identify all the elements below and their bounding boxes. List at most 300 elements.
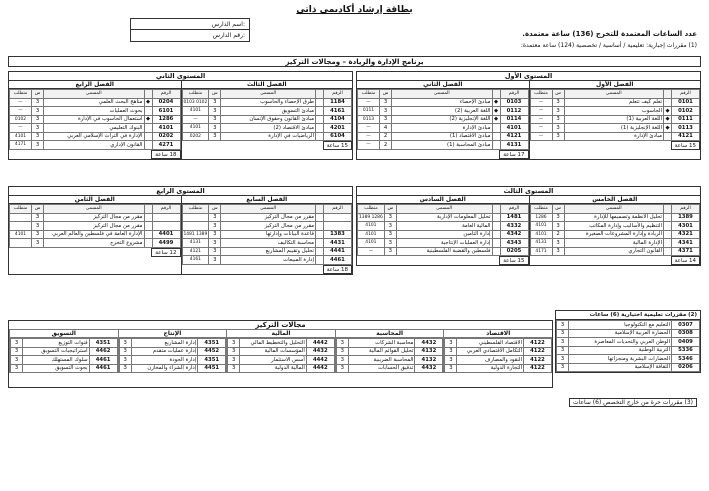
field-row [119,356,226,365]
course-name: مبادئ الاقتصاد (1) [392,132,493,141]
course-code: 0205 [500,247,528,256]
course-prereq: 4101 [182,124,209,133]
course-mark: ◆ [493,99,499,106]
course-table [530,204,701,256]
field-course-hours: 3 [228,339,240,348]
field-group [335,329,444,373]
course-code: 4431 [324,239,352,248]
course-prereq: — [358,247,385,256]
field-course-name: تدقيق الحسابات [348,364,415,373]
field-course-code: 4452 [198,347,226,356]
course-code: 1383 [324,230,352,239]
course-hours: 3 [209,213,221,222]
course-code: 0103 [500,98,528,107]
field-course-hours: 3 [228,364,240,373]
course-row [10,107,181,116]
semester-total: 14 ساعة [671,256,700,265]
course-hours: 2 [380,132,392,141]
semester-total: 15 ساعة [671,141,700,150]
semester-total: 12 ساعة [151,248,180,257]
elective-hours: 3 [557,321,569,330]
field-course-name: سلوك المستهلك [23,356,90,365]
course-mark [316,256,324,265]
course-code: 4343 [500,239,528,248]
course-prereq [182,222,209,231]
field-course-name: المالية الدولية [240,364,307,373]
course-prereq: — [10,98,32,107]
course-name: مقرر من مجال التركيز [44,222,145,231]
field-course-name: إدارة الشراء والمخازن [131,364,198,373]
course-hours: 3 [32,132,44,141]
course-row [182,213,352,222]
field-course-name: بحوث التسويق [23,364,90,373]
course-row [358,239,529,248]
col-mark-header [316,205,324,214]
course-hours: 3 [552,247,564,256]
field-course-name: استراتيجيات التسويق [23,347,90,356]
course-hours: 3 [32,124,44,133]
course-header-row [358,90,529,99]
col-prereq-header: متطلب [358,90,380,99]
semester-column [9,80,181,159]
course-hours: 2 [552,230,564,239]
field-course-hours: 3 [119,364,131,373]
field-course-code: 4351 [198,339,226,348]
course-prereq: — [530,98,552,107]
course-code: 4271 [152,141,180,150]
field-course-hours: 3 [11,356,23,365]
course-mark [316,230,324,239]
field-course-hours: 3 [445,356,457,365]
course-name: تحليل المعلومات الإدارية [396,213,492,222]
col-hours-header: س [380,90,392,99]
course-row [10,222,181,231]
course-row [10,98,181,107]
course-row [530,107,700,116]
course-prereq: 4101 [10,132,32,141]
course-row [182,256,352,265]
field-course-hours: 3 [336,339,348,348]
course-hours: 3 [552,132,564,141]
field-group [443,329,552,373]
col-hours-header: س [209,90,221,99]
course-row [530,213,700,222]
course-header-row [10,205,181,214]
course-mark [144,141,152,150]
elective-row [557,363,700,372]
course-row [358,107,529,116]
field-row [336,356,443,365]
course-row [530,124,700,133]
course-prereq: — [358,132,380,141]
course-hours: 3 [384,247,396,256]
field-course-name: التجارة الدولية [457,364,524,373]
col-name-header: المسمى [221,205,316,214]
course-name: بحوث العمليات [44,107,145,116]
course-mark [664,247,672,256]
course-mark: ◆ [665,107,670,114]
course-prereq: — [358,124,380,133]
field-group [9,329,118,373]
field-course-name: المؤسسات المالية [240,347,307,356]
col-prereq-header: متطلب [182,90,209,99]
course-table [357,89,529,150]
course-name: إدارة المبيعات [221,256,316,265]
course-hours: 3 [32,98,44,107]
semester-total: 17 ساعة [499,150,528,159]
course-mark: ◆ [493,116,499,123]
field-table [444,338,552,373]
course-prereq: 4101 [530,230,552,239]
semesters-row [9,195,352,274]
course-row [358,213,529,222]
course-hours: 3 [209,98,221,107]
elective-requirements-box [555,310,701,373]
course-row [358,98,529,107]
page-title: بطاقة إرشاد أكاديمي ذاتي [296,5,413,15]
elective-row [557,355,700,364]
course-prereq: 0111 [358,107,380,116]
elective-code: 5336 [672,346,700,355]
course-code: 4342 [500,230,528,239]
level-title: المستوى الرابع [156,187,205,195]
course-prereq: 4101 [10,230,32,239]
col-name-header: المسمى [221,90,316,99]
course-name: الإدارة المالية [564,239,664,248]
program-banner: برنامج الإدارة والريادة – ومجالات التركيز [8,56,701,67]
course-name: إدارة العمليات الإنتاجية [396,239,492,248]
course-code: 1481 [500,213,528,222]
semester-total: 15 ساعة [323,141,352,150]
course-prereq: — [10,124,32,133]
course-name: الرياضيات في الإدارة [221,132,316,141]
course-name: محاسبة التكاليف [221,239,316,248]
course-name: مشروع التخرج [44,239,145,248]
course-row [182,247,352,256]
course-code: 4332 [500,222,528,231]
col-hours-header: س [32,90,44,99]
course-code [324,213,352,222]
course-mark [316,107,324,116]
course-name: مقرر من مجال التركيز [44,213,145,222]
semesters-row [9,80,352,159]
course-mark [492,132,500,141]
field-course-code: 4432 [415,339,443,348]
course-name: تحليل الأنظمة وتصميمها للإدارة [564,213,664,222]
course-row [530,222,700,231]
field-course-code: 4351 [198,356,226,365]
col-code-header: الرقم [152,205,180,214]
course-mark [492,239,500,248]
course-prereq: 0102 [10,115,32,124]
field-course-code: 4122 [524,356,552,365]
col-name-header: المسمى [564,205,664,214]
semester-total: 18 ساعة [151,150,180,159]
course-prereq: 4161 [182,256,209,265]
course-name: اللغة العربية (1) [564,115,664,124]
elective-name: التربية الوطنية [569,346,672,355]
level-title: المستوى الثاني [155,72,206,80]
field-course-code: 4122 [524,339,552,348]
course-row [358,230,529,239]
fields-grid [9,329,552,373]
course-code: 4301 [672,222,700,231]
course-prereq: — [182,115,209,124]
course-code [324,222,352,231]
elective-name: الثقافة الإسلامية [569,363,672,372]
course-header-row [530,90,700,99]
elective-row [557,346,700,355]
course-prereq: 1389 1481 [183,231,208,237]
electives-table [556,320,700,372]
col-prereq-header: متطلب [530,90,552,99]
col-name-header: المسمى [44,205,145,214]
course-code: 4401 [152,230,180,239]
course-prereq: 4101 [182,107,209,116]
field-course-hours: 3 [119,339,131,348]
col-hours-header: س [209,205,221,214]
field-row [11,347,118,356]
course-row [182,230,352,239]
semester-title: الفصل السادس [357,195,529,204]
elective-row [557,329,700,338]
course-prereq: 4101 [358,239,385,248]
col-mark-header [664,205,672,214]
course-code: 1389 [672,213,700,222]
field-table [336,338,444,373]
mandatory-line: (1) مقررات إجبارية: تعليمية / أساسية / تخصصية (124) ساعة معتمدة: [520,42,697,49]
course-prereq: 4101 [358,230,385,239]
course-header-row [182,205,352,214]
semester-title: الفصل الثاني [357,80,529,89]
student-name-label: اسم الدارس: [131,19,249,30]
course-hours: 3 [32,141,44,150]
course-code: 0112 [500,107,528,116]
col-code-header: الرقم [500,205,528,214]
course-name: القانون التجاري [564,247,664,256]
course-code: 4499 [152,239,180,248]
course-code: 4121 [500,132,528,141]
course-code: 4121 [672,132,700,141]
col-name-header: المسمى [44,90,145,99]
field-course-code: 4122 [524,364,552,373]
student-id-label: رقم الدارس: [212,32,245,39]
semester-title: الفصل الخامس [530,195,701,204]
level-1-section [356,71,701,160]
course-row [182,98,352,107]
course-row [358,124,529,133]
course-prereq: 4131 [182,239,209,248]
course-code: 6101 [152,107,180,116]
field-row [445,364,552,373]
course-name: مقرر من مجال التركيز [221,213,316,222]
field-course-code: 4461 [89,364,117,373]
course-row [530,239,700,248]
course-hours: 3 [209,230,221,239]
field-course-code: 4461 [89,356,117,365]
course-row [10,141,181,150]
field-row [445,339,552,348]
course-table [182,204,353,265]
field-group-name: التسويق [10,329,118,338]
course-row [530,230,700,239]
field-course-name: تحليل القوائم المالية [348,347,415,356]
course-row [10,239,181,248]
course-prereq: — [530,124,552,133]
course-prereq [182,213,209,222]
elective-name: الوطن العربي والتحديات المعاصرة [569,338,672,347]
course-mark [492,230,500,239]
field-course-hours: 3 [119,347,131,356]
field-row [119,339,226,348]
course-prereq: 4131 [530,239,552,248]
field-course-code: 4122 [524,347,552,356]
semester-title: الفصل الأول [530,80,701,89]
field-course-hours: 3 [228,347,240,356]
course-code: 0114 [500,115,528,124]
course-hours: 3 [552,98,564,107]
course-name: مناهج البحث العلمي [44,98,145,107]
course-name: استعمال الحاسوب في الإدارة [44,115,145,124]
course-hours: 3 [380,98,392,107]
field-course-name: إدارة المشاريع [131,339,198,348]
course-code: 0111 [672,115,700,124]
field-row [119,347,226,356]
col-prereq-header: متطلب [358,205,385,214]
course-row [10,124,181,133]
course-mark [316,247,324,256]
field-course-hours: 3 [336,347,348,356]
course-prereq: 4121 [182,247,209,256]
col-code-header: الرقم [324,205,352,214]
field-row [11,364,118,373]
course-prereq: 4171 [10,141,32,150]
course-code: 0113 [672,124,700,133]
concentration-fields-box [8,320,553,388]
free-electives-line: (3) مقررات حرة من خارج التخصص (6) ساعات [569,398,697,407]
course-hours: 3 [32,213,44,222]
course-mark: ◆ [493,107,499,114]
course-name: فلسطين والقضية الفلسطينية [396,247,492,256]
semester-title: الفصل السابع [182,195,353,204]
course-prereq [10,239,32,248]
course-hours: 3 [552,239,564,248]
field-course-hours: 3 [336,356,348,365]
course-code: 4101 [152,124,180,133]
course-code [152,213,180,222]
course-header-row [182,90,352,99]
col-code-header: الرقم [672,205,700,214]
field-row [336,364,443,373]
course-hours: 3 [384,222,396,231]
col-mark-header [664,90,672,99]
col-prereq-header: متطلب [182,205,209,214]
course-name: الريادة وإدارة المشروعات الصغيرة [564,230,664,239]
course-name: اللغة الإنجليزية (2) [392,115,493,124]
field-course-hours: 3 [11,339,23,348]
level-3-section [356,186,701,266]
col-mark-header [316,90,324,99]
course-name: مبادئ الإدارة [564,132,664,141]
course-header-row [358,205,529,214]
course-code: 0101 [672,98,700,107]
semester-total: 15 ساعة [499,256,528,265]
course-name: الإدارة العامة في فلسطين والعالم العربي [44,230,145,239]
course-mark [664,239,672,248]
course-hours: 3 [552,213,564,222]
course-code: 0102 [672,107,700,116]
course-hours: 3 [209,239,221,248]
course-name: مبادئ الاقتصاد (2) [221,124,316,133]
course-hours: 3 [32,230,44,239]
col-name-header: المسمى [396,205,492,214]
course-mark [316,213,324,222]
course-name: مبادئ التسويق [221,107,316,116]
elective-hours: 3 [557,346,569,355]
elective-name: التعليم مع التكنولوجيا [569,321,672,330]
course-code: 4131 [500,141,528,150]
course-prereq: — [530,132,552,141]
course-mark: ◆ [665,116,670,123]
course-mark [492,124,500,133]
course-row [358,132,529,141]
course-mark [664,222,672,231]
field-table [227,338,335,373]
col-prereq-header: متطلب [10,90,32,99]
course-mark [492,222,500,231]
course-name: مبادئ القانون وحقوق الإنسان [221,115,316,124]
course-name: الإدارة في التراث الإسلامي العربي [44,132,145,141]
elective-code: 0307 [672,321,700,330]
col-prereq-header: متطلب [530,205,552,214]
course-name: اللغة الإنجليزية (1) [564,124,664,133]
course-row [182,239,352,248]
course-prereq: — [10,107,32,116]
course-hours: 3 [209,256,221,265]
course-row [530,115,700,124]
course-hours: 3 [209,222,221,231]
course-code: 1184 [324,98,352,107]
course-prereq: — [358,98,380,107]
course-name: مبادئ المحاسبة (1) [392,141,493,150]
course-mark [492,247,500,256]
course-hours: 3 [384,239,396,248]
course-hours: 3 [209,124,221,133]
course-hours: 3 [209,107,221,116]
field-course-code: 4432 [306,347,334,356]
field-group-name: المحاسبة [336,329,444,338]
col-mark-header [492,90,500,99]
course-header-row [530,205,700,214]
semester-title: الفصل الرابع [9,80,181,89]
field-group-name: الإنتاج [119,329,227,338]
course-mark [664,132,672,141]
course-prereq: 0102 0103 [183,99,208,105]
course-mark [316,115,324,124]
field-course-hours: 3 [228,356,240,365]
elective-row [557,338,700,347]
semester-column [529,195,701,265]
course-code: 4101 [500,124,528,133]
field-course-code: 4451 [198,364,226,373]
field-course-code: 4132 [415,356,443,365]
course-hours: 3 [380,107,392,116]
level-4-section [8,186,353,275]
course-hours: 3 [32,239,44,248]
field-table [10,338,118,373]
semester-title: الفصل الثالث [182,80,353,89]
course-name: تعلم كيف تتعلم [564,98,664,107]
